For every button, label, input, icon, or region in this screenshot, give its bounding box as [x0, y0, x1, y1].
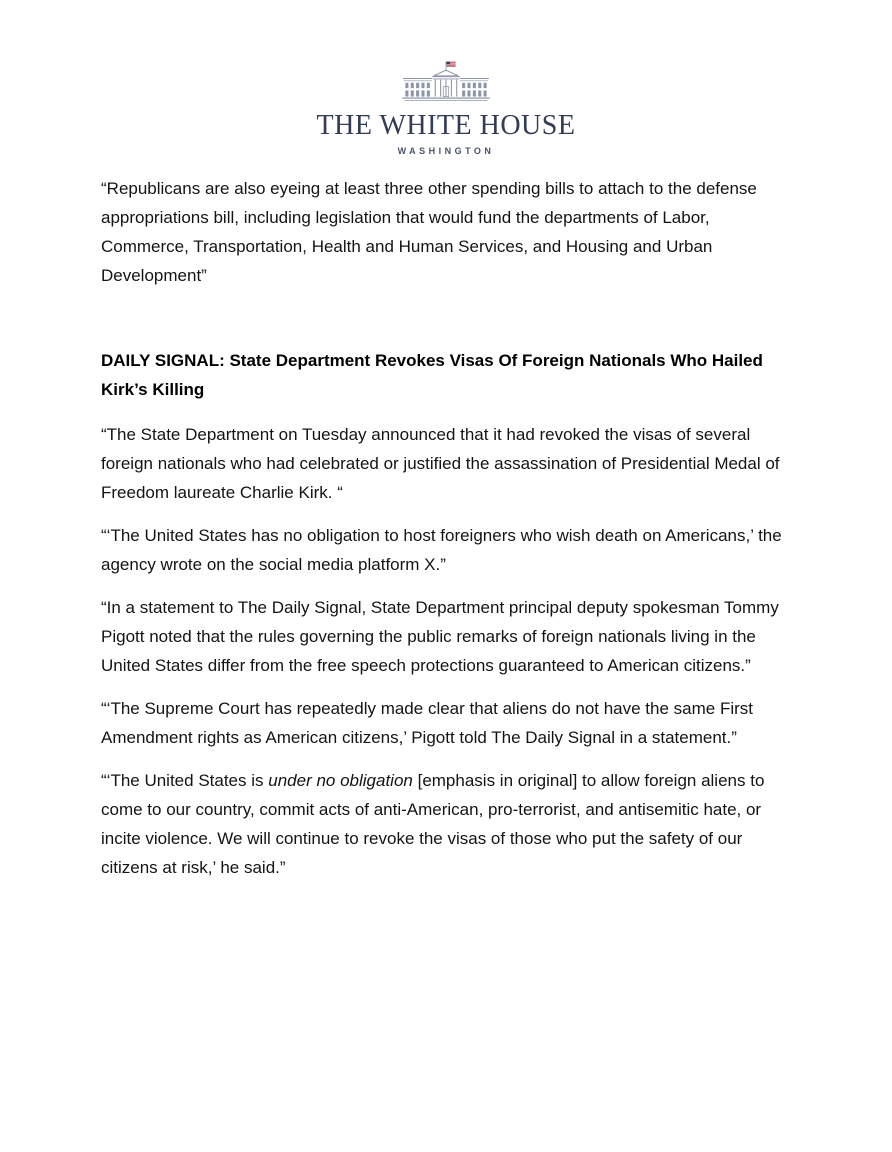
letterhead-title: THE WHITE HOUSE — [316, 110, 576, 141]
quote-paragraph-final — [101, 766, 791, 882]
quote-paragraph-spending-bills: “Republicans are also eyeing at least three other spending bills to attach to the defense appropriations bill, including legislation that would fund the departments of Labor, Commerce, Transportation, Health and Human Services, and Housing and Urban Development” — [101, 179, 757, 285]
quote-paragraph-supreme-court: “‘The Supreme Court has repeatedly made clear that aliens do not have the same First Amendment rights as American citizens,’ Pigott told The Daily Signal in a statement.” — [101, 699, 754, 747]
letterhead — [0, 0, 892, 156]
quote-final-pre-text: “‘The United States is — [101, 771, 269, 790]
quote-final-post-text: [emphasis in original] to allow foreign aliens to come to our country, commit acts of anti-American, pro-terrorist, and antisemitic hate, or incite violence. We will continue to revoke the visas of those who put the safety of our citizens at risk,’ he said.” — [101, 771, 765, 877]
white-house-logo-icon — [400, 56, 492, 108]
quote-paragraph-no-obligation: “‘The United States has no obligation to host foreigners who wish death on Americans,’ the agency wrote on the social media platform X.” — [101, 526, 782, 574]
quote-paragraph-state-dept: “The State Department on Tuesday announced that it had revoked the visas of several foreign nationals who had celebrated or justified the assassination of Presidential Medal of Freedom laureate Charlie Kirk. “ — [101, 425, 780, 502]
quote-final-emphasis-text: under no obligation — [268, 771, 413, 790]
document-content — [101, 174, 791, 882]
letterhead-location: WASHINGTON — [397, 146, 495, 156]
quote-paragraph-pigott-statement: “In a statement to The Daily Signal, State Department principal deputy spokesman Tommy Pigott noted that the rules governing the public remarks of foreign nationals living in the United States differ from the free speech protections guaranteed to American citizens.” — [101, 598, 779, 675]
headline-daily-signal: DAILY SIGNAL: State Department Revokes Visas Of Foreign Nationals Who Hailed Kirk’s Killing — [101, 351, 763, 399]
